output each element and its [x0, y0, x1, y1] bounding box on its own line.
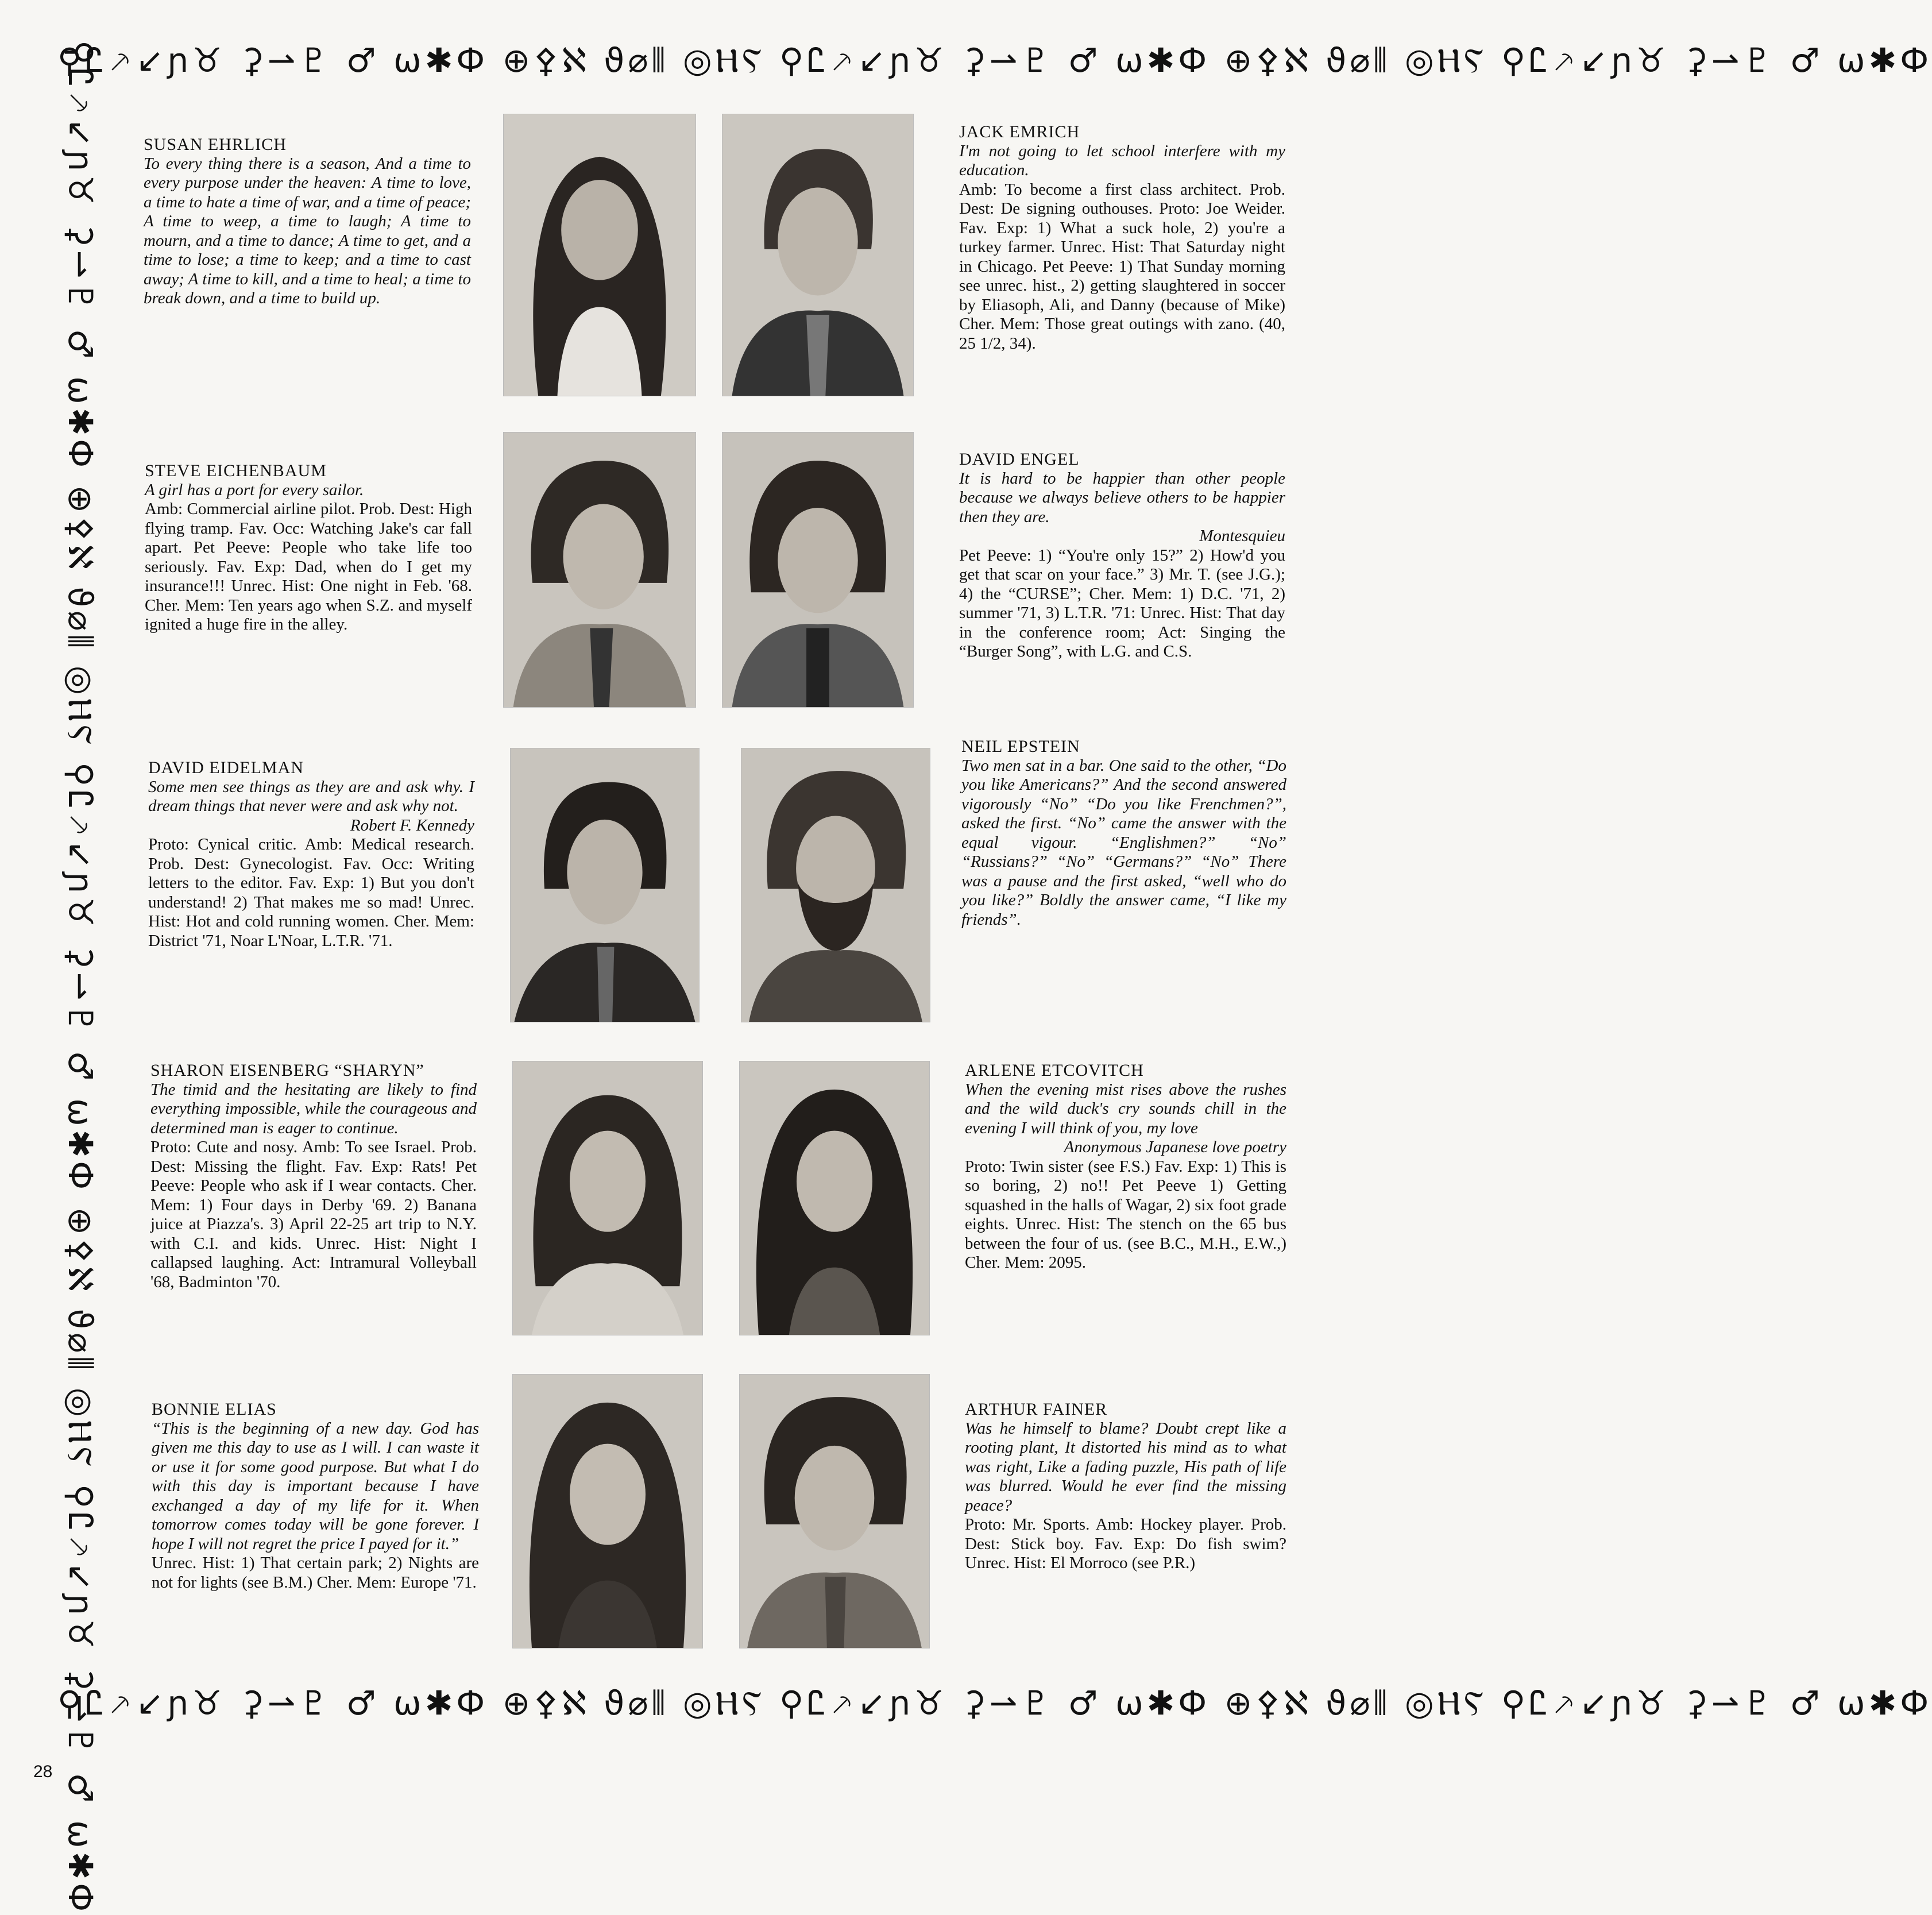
photo-arthur-fainer	[739, 1374, 930, 1648]
student-name: JACK EMRICH	[959, 122, 1080, 141]
student-name: ARLENE ETCOVITCH	[965, 1061, 1144, 1080]
student-bio: Amb: Commercial airline pilot. Prob. Dest: High flying tramp. Fav. Occ: Watching Jake's car fall apart. Pet Peeve: People who take life too seriously. Fav. Exp: Dad, when do I get my insurance!!! Unrec. Hist: One night in Feb. '68. Cher. Mem: Ten years ago when S.Z. and myself ignited a huge fire in the alley.	[145, 500, 472, 634]
student-quote: Some men see things as they are and ask why. I dream things that never were and ask why not.	[148, 777, 474, 815]
student-quote: I'm not going to let school interfere with my education.	[959, 141, 1285, 179]
photo-neil-epstein	[741, 748, 930, 1022]
quote-attribution: Anonymous Japanese love poetry	[1064, 1138, 1286, 1156]
student-quote: The timid and the hesitating are likely to find everything impossible, while the courageous and determined man is eager to continue.	[150, 1080, 477, 1137]
student-bio: Unrec. Hist: 1) That certain park; 2) Nights are not for lights (see B.M.) Cher. Mem: Europe '71.	[152, 1554, 479, 1592]
entry-david-eidelman	[148, 758, 474, 951]
photo-jack-emrich	[722, 114, 914, 396]
student-name: SHARON EISENBERG “SHARYN”	[150, 1061, 424, 1080]
student-bio: Proto: Mr. Sports. Amb: Hockey player. Prob. Dest: Stick boy. Fav. Exp: Do fish swim? Unrec. Hist: El Morroco (see P.R.)	[965, 1515, 1286, 1572]
photo-david-engel	[722, 432, 914, 708]
photo-sharon-eisenberg	[512, 1061, 703, 1335]
photo-steve-eichenbaum	[503, 432, 696, 708]
decorative-border-bottom: ⚲Ꮭ⸕↙ɲ♉ ⚳⇀♇ ♂ ω✱Ф ⊕⚴ℵ ϑ⌀⫴ ◎ⲎⲊ ⚲Ꮭ⸕↙ɲ♉ ⚳⇀♇ ♂ ω✱Ф ⊕⚴ℵ ϑ⌀⫴ ◎ⲎⲊ ⚲Ꮭ⸕↙ɲ♉ ⚳⇀♇ ♂ ω✱Ф	[57, 1684, 1932, 1723]
photo-susan-ehrlich	[503, 114, 696, 396]
student-name: DAVID ENGEL	[959, 450, 1080, 469]
student-quote: Was he himself to blame? Doubt crept like a rooting plant, It distorted his mind as to what was right, Like a fading puzzle, His path of life was blurred. Would he ever find the missing peace?	[965, 1419, 1286, 1515]
student-quote: A girl has a port for every sailor.	[145, 480, 364, 499]
student-name: SUSAN EHRLICH	[144, 135, 287, 154]
student-bio: Proto: Cynical critic. Amb: Medical research. Prob. Dest: Gynecologist. Fav. Occ: Writing letters to the editor. Fav. Exp: 1) But you don't understand! 2) That makes me so mad! Unrec. Hist: Hot and cold running women. Cher. Mem: District '71, Noar L'Noar, L.T.R. '71.	[148, 835, 474, 950]
entry-sharon-eisenberg	[150, 1061, 477, 1292]
student-name: BONNIE ELIAS	[152, 1400, 277, 1419]
decorative-border-top: ⚲Ꮭ⸕↙ɲ♉ ⚳⇀♇ ♂ ω✱Ф ⊕⚴ℵ ϑ⌀⫴ ◎ⲎⲊ ⚲Ꮭ⸕↙ɲ♉ ⚳⇀♇ ♂ ω✱Ф ⊕⚴ℵ ϑ⌀⫴ ◎ⲎⲊ ⚲Ꮭ⸕↙ɲ♉ ⚳⇀♇ ♂ ω✱Ф	[57, 41, 1932, 80]
student-quote: It is hard to be happier than other people because we always believe others to be happier then they are.	[959, 469, 1285, 526]
student-name: DAVID EIDELMAN	[148, 758, 304, 777]
student-name: STEVE EICHENBAUM	[145, 461, 327, 480]
entry-arthur-fainer	[965, 1400, 1286, 1573]
decorative-border-left-glyphs: ⚲Ꮭ⸕↙ɲ♉ ⚳⇀♇ ♂ ω✱Ф ⊕⚴ℵ ϑ⌀⫴ ◎ⲎⲊ ⚲Ꮭ⸕↙ɲ♉ ⚳⇀♇ ♂ ω✱Ф ⊕⚴ℵ ϑ⌀⫴ ◎ⲎⲊ ⚲Ꮭ⸕↙ɲ♉ ⚳⇀♇ ♂ ω✱Ф	[61, 40, 100, 1915]
decorative-border-left	[55, 40, 106, 1915]
entry-steve-eichenbaum	[145, 461, 472, 635]
entry-jack-emrich	[959, 122, 1285, 353]
student-name: NEIL EPSTEIN	[961, 737, 1080, 756]
student-name: ARTHUR FAINER	[965, 1400, 1108, 1419]
photo-bonnie-elias	[512, 1374, 703, 1648]
student-quote: “This is the beginning of a new day. God has given me this day to use as I will. I can waste it or use it for some good purpose. But what I do with this day is important because I have exchanged a day of my life for it. When tomorrow comes today will be gone forever. I hope I will not regret the price I payed for it.”	[152, 1419, 479, 1553]
quote-attribution: Montesquieu	[1199, 527, 1285, 545]
quote-attribution: Robert F. Kennedy	[350, 816, 474, 835]
student-quote: When the evening mist rises above the rushes and the wild duck's cry sounds chill in the evening I will think of you, my love	[965, 1080, 1286, 1137]
entry-susan-ehrlich	[144, 135, 471, 308]
photo-arlene-etcovitch	[739, 1061, 930, 1335]
student-bio: Pet Peeve: 1) “You're only 15?” 2) How'd you get that scar on your face.” 3) Mr. T. (see J.G.); 4) the “CURSE”; Cher. Mem: 1) D.C. '71, 2) summer '71, 3) L.T.R. '71: Unrec. Hist: That day in the conference room; Act: Singing the “Burger Song”, with L.G. and C.S.	[959, 546, 1285, 661]
page-number: 28	[33, 1762, 53, 1781]
student-quote: To every thing there is a season, And a time to every purpose under the heaven: A time to love, a time to hate a time of war, and a time of peace; A time to weep, a time to laugh; A time to mourn, and a time to dance; A time to get, and a time to lose; a time to keep; and a time to cast away; A time to kill, and a time to heal; a time to break down, and a time to build up.	[144, 154, 471, 307]
student-bio: Proto: Cute and nosy. Amb: To see Israel. Prob. Dest: Missing the flight. Fav. Exp: Rats! Pet Peeve: People who ask if I wear contacts. Cher. Mem: 1) Four days in Derby '69. 2) Banana juice at Piazza's. 3) April 22-25 art trip to N.Y. with C.I. and kids. Unrec. Hist: Night I callapsed laughing. Act: Intramural Volleyball '68, Badminton '70.	[150, 1138, 477, 1291]
student-bio: Amb: To become a first class architect. Prob. Dest: De signing outhouses. Proto: Joe Weider. Fav. Exp: 1) What a suck hole, 2) you're a turkey farmer. Unrec. Hist: That Saturday night in Chicago. Pet Peeve: 1) That Sunday morning see unrec. hist., 2) getting slaughtered in soccer by Eliasoph, Ali, and Danny (because of Mike) Cher. Mem: Those great outings with zano. (40, 25 1/2, 34).	[959, 180, 1285, 353]
student-bio: Proto: Twin sister (see F.S.) Fav. Exp: 1) This is so boring, 2) no!! Pet Peeve 1) Getting squashed in the halls of Wagar, 2) six foot grade eights. Unrec. Hist: The stench on the 65 bus between the four of us. (see B.C., M.H., E.W.,) Cher. Mem: 2095.	[965, 1157, 1286, 1272]
entry-david-engel	[959, 450, 1285, 662]
photo-david-eidelman	[510, 748, 700, 1022]
entry-arlene-etcovitch	[965, 1061, 1286, 1273]
entry-neil-epstein	[961, 737, 1286, 929]
student-quote: Two men sat in a bar. One said to the other, “Do you like Americans?” And the second answered vigorously “No” “Do you like Frenchmen?”, asked the first. “No” came the answer with the equal vigour. “Englishmen?” “No” “Russians?” “No” “Germans?” “No” There was a pause and the first asked, “well who do you like?” Boldly the answer came, “I like my friends”.	[961, 756, 1286, 929]
entry-bonnie-elias	[152, 1400, 479, 1592]
